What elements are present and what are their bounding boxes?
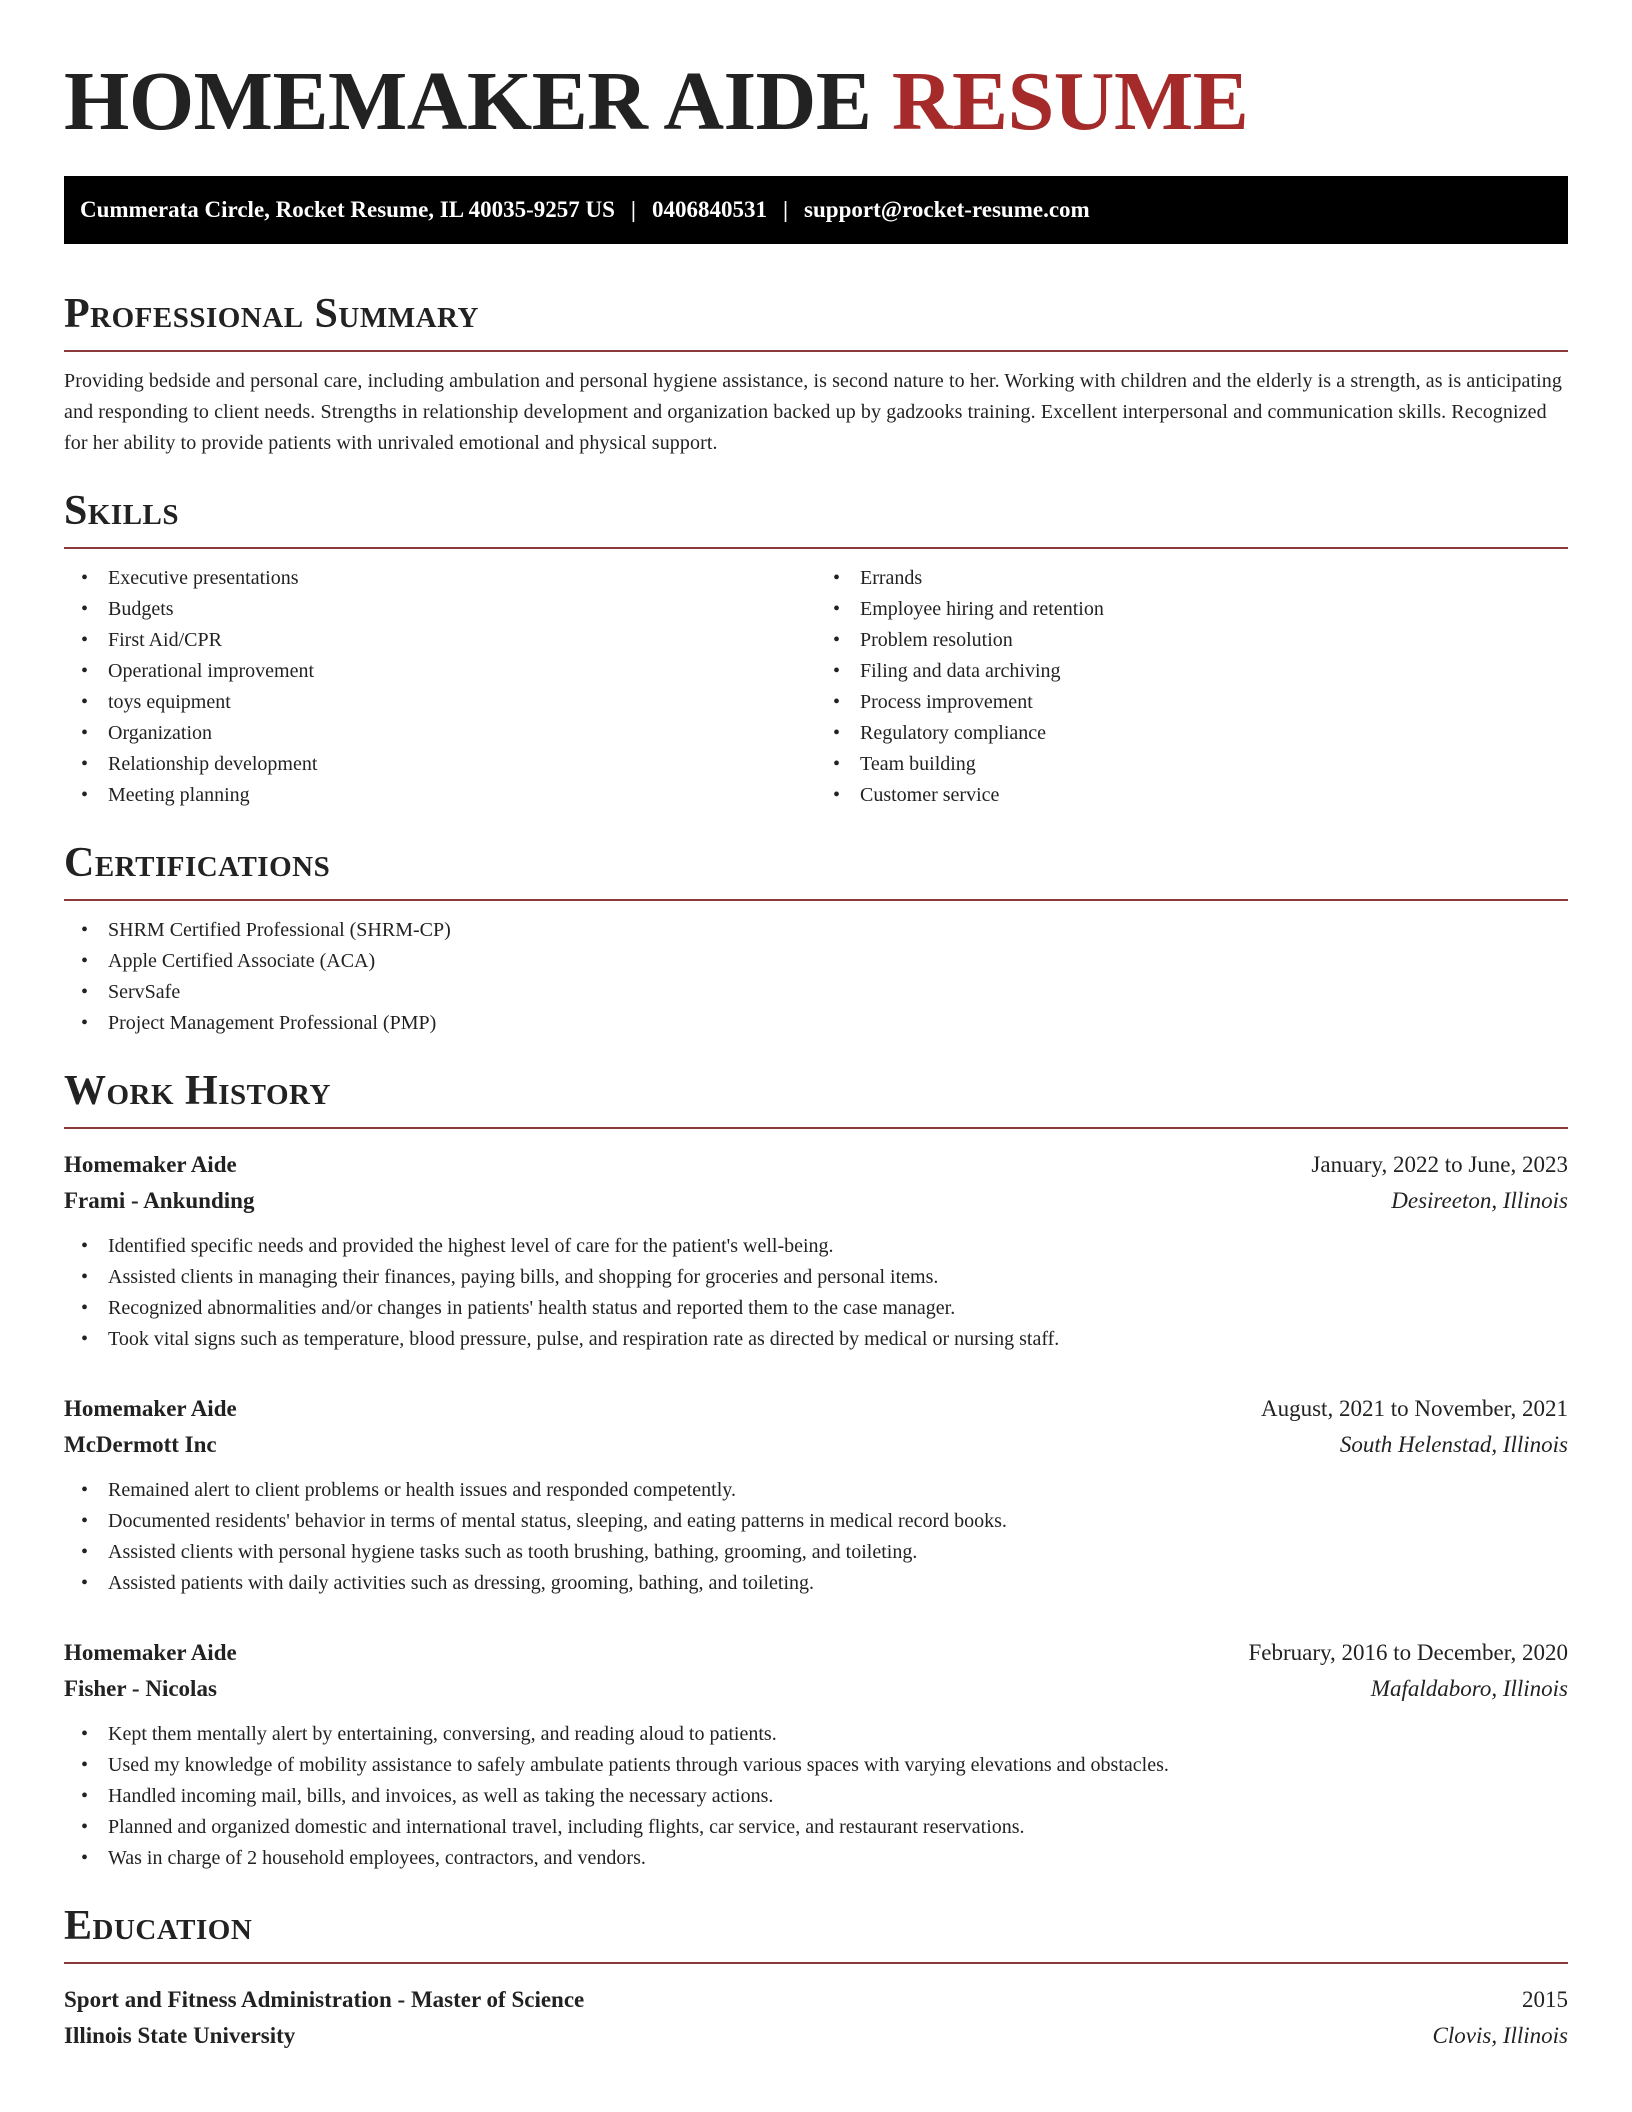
skill-item: • First Aid/CPR — [64, 625, 816, 656]
job-title: Homemaker Aide — [64, 1396, 237, 1421]
education-location: Clovis, Illinois — [1432, 2023, 1568, 2048]
job-title-row — [64, 1391, 1568, 1427]
job-title-row — [64, 1635, 1568, 1671]
section-divider — [64, 1127, 1568, 1129]
job-dates: February, 2016 to December, 2020 — [1248, 1640, 1568, 1665]
education-school-row — [64, 2018, 1568, 2054]
summary-text: Providing bedside and personal care, including ambulation and personal hygiene assistance, is second nature to her. Working with children and the elderly is a strength, as is anticipating and responding to client needs. Strengths in relationship development and organization backed up by gadzooks training. Excellent interpersonal and communication skills. Recognized for her ability to provide patients with unrivaled emotional and physical support. — [64, 370, 1563, 454]
job-dates: January, 2022 to June, 2023 — [1311, 1152, 1568, 1177]
job-duties-list — [64, 1475, 1568, 1599]
job-location: South Helenstad, Illinois — [1339, 1432, 1568, 1457]
job-company: Fisher - Nicolas — [64, 1676, 217, 1701]
education-section — [64, 1900, 1568, 2054]
section-divider — [64, 1962, 1568, 1964]
job-duty-item: • Kept them mentally alert by entertaining, conversing, and reading aloud to patients. — [64, 1719, 1568, 1750]
section-divider — [64, 547, 1568, 549]
job-company-row — [64, 1671, 1568, 1707]
job-location: Mafaldaboro, Illinois — [1370, 1676, 1568, 1701]
skill-item: • Errands — [816, 563, 1568, 594]
job-duty-item: • Remained alert to client problems or health issues and responded competently. — [64, 1475, 1568, 1506]
skills-heading: Skills — [64, 488, 180, 534]
job-duty-item: • Identified specific needs and provided the highest level of care for the patient's well-being. — [64, 1231, 1568, 1262]
education-degree-row — [64, 1982, 1568, 2018]
job-company-row — [64, 1427, 1568, 1463]
education-heading: Education — [64, 1903, 253, 1949]
education-degree: Sport and Fitness Administration - Master of Science — [64, 1987, 585, 2012]
job-location: Desireeton, Illinois — [1391, 1188, 1568, 1213]
certifications-section — [64, 837, 1568, 1039]
skill-item: • Budgets — [64, 594, 816, 625]
skills-list-left — [64, 563, 816, 811]
skill-item: • Filing and data archiving — [816, 656, 1568, 687]
skill-item: • Executive presentations — [64, 563, 816, 594]
certification-item: • SHRM Certified Professional (SHRM-CP) — [64, 915, 1568, 946]
education-school: Illinois State University — [64, 2023, 296, 2048]
job-company: McDermott Inc — [64, 1432, 217, 1457]
job-duty-item: • Assisted clients in managing their finances, paying bills, and shopping for groceries and personal items. — [64, 1262, 1568, 1293]
title-accent: RESUME — [891, 55, 1249, 148]
job-dates: August, 2021 to November, 2021 — [1261, 1396, 1568, 1421]
work-history-heading: Work History — [64, 1068, 331, 1114]
summary-heading: Professional Summary — [64, 291, 479, 337]
skill-item: • Problem resolution — [816, 625, 1568, 656]
education-year: 2015 — [1522, 1987, 1568, 2012]
job-duty-item: • Handled incoming mail, bills, and invoices, as well as taking the necessary actions. — [64, 1781, 1568, 1812]
skill-item: • toys equipment — [64, 687, 816, 718]
skills-column-right — [816, 563, 1568, 811]
skills-section — [64, 485, 1568, 811]
job-duty-item: • Planned and organized domestic and international travel, including flights, car service, and restaurant reservations. — [64, 1812, 1568, 1843]
skill-item: • Meeting planning — [64, 780, 816, 811]
job-company-row — [64, 1183, 1568, 1219]
job-entry — [64, 1147, 1568, 1355]
work-history-section — [64, 1065, 1568, 1874]
skill-item: • Process improvement — [816, 687, 1568, 718]
job-duty-item: • Recognized abnormalities and/or changes in patients' health status and reported them to the case manager. — [64, 1293, 1568, 1324]
section-divider — [64, 899, 1568, 901]
job-duty-item: • Assisted clients with personal hygiene tasks such as tooth brushing, bathing, grooming, and toileting. — [64, 1537, 1568, 1568]
certifications-list — [64, 915, 1568, 1039]
skill-item: • Regulatory compliance — [816, 718, 1568, 749]
skills-grid — [64, 563, 1568, 811]
contact-separator: | — [782, 197, 789, 222]
job-company: Frami - Ankunding — [64, 1188, 255, 1213]
job-duty-item: • Took vital signs such as temperature, blood pressure, pulse, and respiration rate as directed by medical or nursing staff. — [64, 1324, 1568, 1355]
skill-item: • Relationship development — [64, 749, 816, 780]
contact-separator: | — [630, 197, 636, 222]
job-duty-item: • Was in charge of 2 household employees, contractors, and vendors. — [64, 1843, 1568, 1874]
job-duties-list — [64, 1719, 1568, 1874]
skill-item: • Customer service — [816, 780, 1568, 811]
contact-phone[interactable]: 0406840531 — [651, 197, 767, 222]
certification-item: • Apple Certified Associate (ACA) — [64, 946, 1568, 977]
skill-item: • Organization — [64, 718, 816, 749]
job-entry — [64, 1391, 1568, 1599]
summary-section — [64, 288, 1568, 459]
contact-bar — [64, 176, 1568, 244]
skills-list-right — [816, 563, 1568, 811]
resume-title — [64, 52, 1568, 152]
certification-item: • ServSafe — [64, 977, 1568, 1008]
certifications-heading: Certifications — [64, 840, 331, 886]
education-entry — [64, 1982, 1568, 2054]
job-duties-list — [64, 1231, 1568, 1355]
certification-item: • Project Management Professional (PMP) — [64, 1008, 1568, 1039]
job-title: Homemaker Aide — [64, 1152, 237, 1177]
contact-address: Cummerata Circle, Rocket Resume, IL 40035-9257 US — [80, 197, 615, 222]
skill-item: • Operational improvement — [64, 656, 816, 687]
job-title-row — [64, 1147, 1568, 1183]
skill-item: • Team building — [816, 749, 1568, 780]
title-main: HOMEMAKER AIDE — [64, 55, 872, 148]
skill-item: • Employee hiring and retention — [816, 594, 1568, 625]
job-duty-item: • Documented residents' behavior in terms of mental status, sleeping, and eating patterns in medical record books. — [64, 1506, 1568, 1537]
job-title: Homemaker Aide — [64, 1640, 237, 1665]
skills-column-left — [64, 563, 816, 811]
job-entry — [64, 1635, 1568, 1874]
job-duty-item: • Assisted patients with daily activities such as dressing, grooming, bathing, and toileting. — [64, 1568, 1568, 1599]
job-duty-item: • Used my knowledge of mobility assistance to safely ambulate patients through various spaces with varying elevations and obstacles. — [64, 1750, 1568, 1781]
contact-email[interactable]: support@rocket-resume.com — [804, 197, 1090, 222]
section-divider — [64, 350, 1568, 352]
